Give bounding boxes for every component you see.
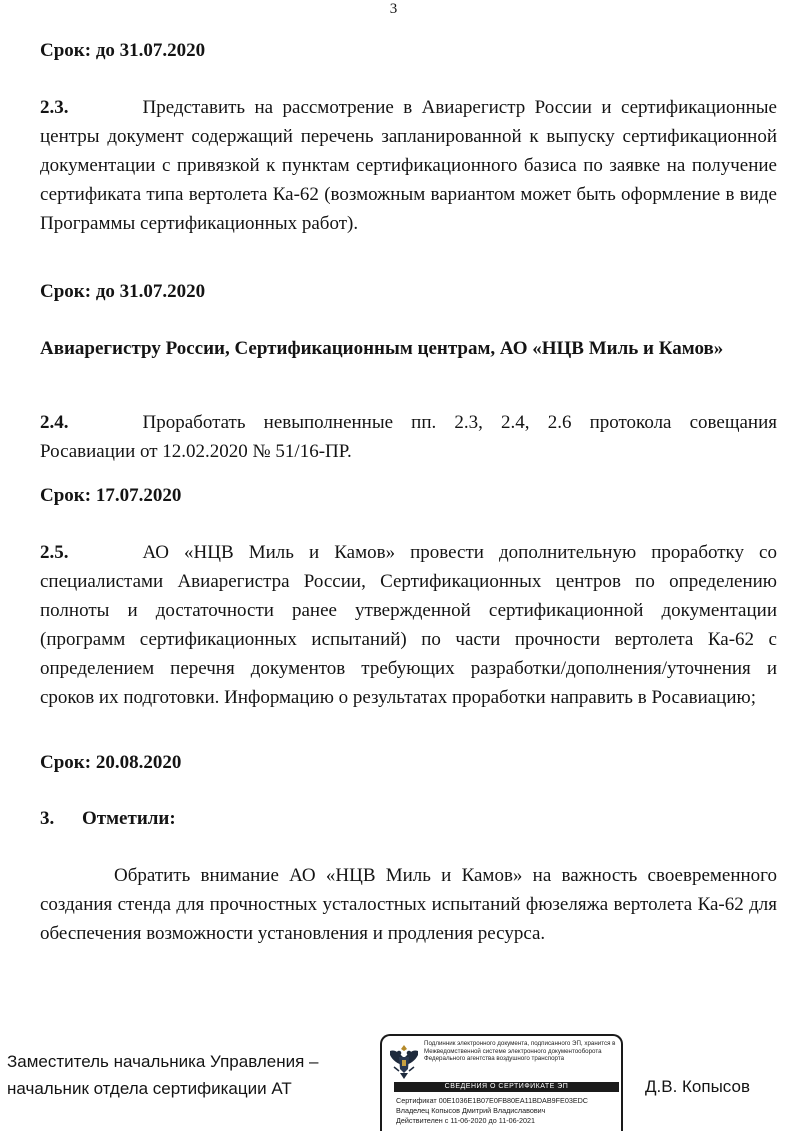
signatory-position-line-2: начальник отдела сертификации АТ [7,1079,292,1098]
item-2-3-text: Представить на рассмотрение в Авиарегистр России и сертификационные центры документ содержащий перечень запланированной к выпуску сертификационной документации с привязкой к пунктам сертификационного базиса по заявке на получение сертификата типа вертолета Ка-62 (возможным вариантом может быть оформление в виде Программы сертификационных работ). [40,97,777,234]
signatory-position-line-1: Заместитель начальника Управления – [7,1052,319,1071]
stamp-validity: Действителен с 11-06-2020 до 11-06-2021 [396,1116,535,1125]
stamp-details [396,1096,621,1126]
item-2-4-number: 2.4. [40,412,69,433]
item-2-3 [40,93,777,238]
section-3-heading [40,806,176,832]
stamp-certificate: Сертификат 00E1036E1B07E0FB80EA11BDAB9FE03EDC [396,1096,588,1105]
deadline-1: Срок: до 31.07.2020 [40,40,206,61]
addressees-heading: Авиарегистру России, Сертификационным центрам, АО «НЦВ Миль и Камов» [40,338,724,359]
item-2-5-number: 2.5. [40,542,69,563]
item-2-5-text: АО «НЦВ Миль и Камов» провести дополнительную проработку со специалистами Авиарегистра России, Сертификационных центров по определению полноты и достаточности ранее утвержденной сертификационной документации (программ сертификационных испытаний) по части прочности вертолета Ка-62 с определением перечня документов требующих разработки/дополнения/уточнения и сроков их подготовки. Информацию о результатах проработки направить в Росавиацию; [40,542,777,708]
deadline-4: Срок: 20.08.2020 [40,752,182,773]
item-2-5 [40,538,777,712]
signatory-name: Д.В. Копысов [645,1077,750,1096]
stamp-note: Подлинник электронного документа, подписанного ЭП, хранится в Межведомственной системе электронного документооборота Федерального агентства воздушного транспорта [424,1040,616,1063]
page-number: 3 [389,1,398,17]
section-3-number: 3. [40,808,55,829]
deadline-3: Срок: 17.07.2020 [40,485,182,506]
e-signature-stamp [380,1034,623,1131]
signatory-position [7,1048,319,1102]
item-2-4 [40,408,777,466]
deadline-2: Срок: до 31.07.2020 [40,281,206,302]
stamp-band: СВЕДЕНИЯ О СЕРТИФИКАТЕ ЭП [394,1082,619,1092]
stamp-owner: Владелец Копысов Дмитрий Владиславович [396,1106,546,1115]
double-headed-eagle-emblem-icon [387,1041,421,1081]
section-3-text: Обратить внимание АО «НЦВ Миль и Камов» на важность своевременного создания стенда для прочностных усталостных испытаний фюзеляжа вертолета Ка-62 для обеспечения возможности установления и продления ресурса. [40,865,777,944]
item-2-3-number: 2.3. [40,97,69,118]
item-2-4-text: Проработать невыполненные пп. 2.3, 2.4, 2.6 протокола совещания Росавиации от 12.02.2020 № 51/16-ПР. [40,412,777,462]
section-3-title: Отметили: [82,808,176,829]
